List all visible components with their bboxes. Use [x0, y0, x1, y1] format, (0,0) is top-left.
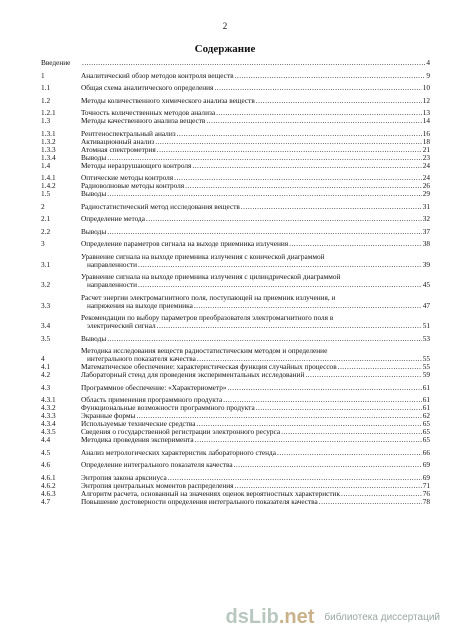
toc-entry-title-line: Уравнение сигнала на выходе приемника излучения с конической диаграммой [81, 251, 325, 261]
toc-leader-dots [174, 174, 422, 182]
toc-entry-page: 55 [422, 354, 430, 363]
toc-entry-title: Атомная спектрометрия [81, 144, 156, 154]
toc-entry [41, 97, 430, 105]
toc-leader-dots [194, 302, 422, 310]
toc-leader-dots [206, 117, 421, 125]
toc-entry-title: Рентгеноспектральный анализ [81, 128, 176, 138]
toc-leader-dots [341, 490, 422, 498]
toc-entry-number: 3.2 [41, 280, 51, 289]
toc-entry [41, 228, 430, 236]
toc-leader-dots [177, 130, 422, 138]
toc-entry-number: 4.2 [41, 370, 51, 379]
toc-entry-page: 65 [422, 435, 430, 444]
toc-entry-number: 3 [41, 239, 45, 248]
toc-entry-number: 3.3 [41, 300, 51, 310]
toc-entry-page: 51 [422, 321, 430, 330]
toc-entry [41, 371, 430, 379]
toc-entry-page: 14 [422, 116, 430, 125]
toc-entry-title-line: Расчет энергии электромагнитного поля, поступающей на приемник излучения, и [81, 292, 336, 302]
toc-entry-page: 32 [422, 214, 430, 223]
toc-entry [41, 273, 430, 289]
toc-entry-number: 1.3.3 [41, 144, 56, 154]
toc-entry [41, 347, 430, 363]
toc-entry-page: 45 [422, 280, 430, 289]
toc-entry-number: 3.1 [41, 259, 51, 269]
toc-entry-page: 9 [426, 70, 430, 80]
toc-leader-dots [234, 461, 422, 469]
toc-entry-number: 3.4 [41, 321, 51, 330]
toc-entry-number: 3.5 [41, 333, 51, 343]
toc-entry-number: 4.3.1 [41, 395, 56, 404]
toc-leader-dots [289, 240, 422, 248]
toc-entry [41, 240, 430, 248]
toc-entry [41, 449, 430, 457]
toc-entry-title: Выводы [81, 333, 107, 343]
toc-entry-number: 1.3.2 [41, 136, 56, 146]
toc-entry-page: 16 [422, 128, 430, 138]
toc-leader-dots [277, 449, 422, 457]
toc-entry-title: Математическое обеспечение: характеристическая функция случайных процессов [81, 362, 337, 371]
toc-entry-number: 4.7 [41, 496, 51, 506]
toc-entry-title: Алгоритм расчета, основанный на значениях оценок вероятностных характеристик [81, 488, 340, 498]
toc-leader-dots [192, 162, 421, 170]
toc-entry-number: 2.1 [41, 214, 51, 223]
toc-entry-title: электрический сигнал [87, 321, 156, 330]
toc-entry-title: Используемые технические средства [81, 419, 196, 428]
toc-entry-title: Энтропия центральных моментов распределения [81, 480, 234, 490]
toc-entry-number: 2 [41, 201, 45, 211]
toc-entry-number: 1.3.1 [41, 128, 56, 138]
toc-entry-number: 4.5 [41, 447, 51, 457]
toc-leader-dots [138, 281, 422, 289]
toc-entry-number: 1.2 [41, 95, 51, 105]
toc-entry-title: Оптические методы контроля [81, 173, 174, 182]
toc-entry-title: Функциональные возможности программного продукта [81, 403, 255, 412]
watermark-logo: dsLib.net [225, 606, 315, 628]
toc-entry [41, 162, 430, 170]
toc-entry [41, 461, 430, 469]
toc-leader-dots [241, 203, 422, 211]
toc-entry-page: 55 [422, 362, 430, 371]
toc-entry-title: Повышение достоверности определения интегрального показателя качества [81, 496, 318, 506]
toc-entry-title: Методы качественного анализа веществ [81, 116, 206, 125]
watermark-subtitle: библиотека диссертаций [324, 612, 440, 623]
toc-entry-title: Определение метода [81, 214, 146, 223]
toc-leader-dots [195, 436, 422, 444]
toc-entry-number: 4.4 [41, 435, 51, 444]
toc-title: Содержание [194, 43, 256, 55]
toc-entry-page: 69 [422, 472, 430, 482]
toc-entry-title: Общая схема аналитического определения [81, 83, 214, 92]
toc-entry-title: Выводы [81, 152, 107, 162]
toc-entry-title: Сведения о государственной регистрации электронного ресурса [81, 427, 281, 436]
toc-entry-title: Активационный анализ [81, 136, 155, 146]
toc-entry-title: Радиостатистический метод исследования веществ [81, 201, 240, 211]
toc-leader-dots [185, 182, 422, 190]
toc-entry [41, 215, 430, 223]
toc-entry-title: Область применения программного продукта [81, 395, 223, 404]
toc-entry-page: 53 [422, 333, 430, 343]
toc-entry-title-line: Методика исследования веществ радиостатистическим методом и определение [81, 346, 328, 355]
toc-entry-page: 61 [422, 395, 430, 404]
toc-entry-page: 65 [422, 427, 430, 436]
toc-entry-title: интегрального показателя качества [87, 354, 196, 363]
toc-entry-number: 1.4.2 [41, 181, 56, 190]
toc-entry-page: 69 [422, 460, 430, 469]
toc-entry-title: Методика проведения эксперимента [81, 435, 194, 444]
toc-leader-dots [214, 84, 421, 92]
toc-entry [41, 436, 430, 444]
toc-entry [41, 253, 430, 269]
toc-entry [41, 72, 430, 80]
toc-entry-number: 4.3.3 [41, 411, 56, 420]
toc-entry-page: 78 [422, 496, 430, 506]
toc-entry-number: 4.6.2 [41, 480, 56, 490]
toc-entry-number: 1.3 [41, 116, 51, 125]
toc-entry-number: 4.6 [41, 460, 51, 469]
toc-leader-dots [281, 428, 422, 436]
toc-entry-title: Программное обеспечение: «Характериометр» [81, 382, 227, 392]
toc-entry-page: 31 [422, 201, 430, 211]
table-of-contents [41, 59, 430, 506]
toc-entry-title: Экранные формы [81, 411, 136, 420]
toc-entry [41, 294, 430, 310]
toc-entry-number: 4.3.4 [41, 419, 56, 428]
toc-entry-title: Выводы [81, 226, 107, 236]
toc-entry-number: 1.3.4 [41, 152, 56, 162]
toc-leader-dots [157, 322, 422, 330]
toc-entry-page: 18 [422, 136, 430, 146]
toc-entry-page: 4 [426, 58, 430, 67]
toc-entry-page: 13 [422, 108, 430, 117]
toc-entry-page: 21 [422, 144, 430, 154]
toc-entry-number: 4.3 [41, 382, 51, 392]
toc-entry [41, 190, 430, 198]
toc-entry-title: направленности [87, 259, 138, 269]
toc-entry-title-line: Рекомендации по выбору параметров преобразователя электромагнитного поля в [81, 313, 334, 322]
toc-entry-number: 4.3.2 [41, 403, 56, 412]
toc-entry-number: 1.4 [41, 160, 51, 170]
toc-entry-title: Методы неразрушающего контроля [81, 160, 192, 170]
toc-entry-page: 39 [422, 259, 430, 269]
toc-entry-title: Точность количественных методов анализа [81, 108, 216, 117]
toc-entry [41, 335, 430, 343]
toc-leader-dots [82, 59, 425, 67]
toc-entry [41, 84, 430, 92]
toc-leader-dots [305, 371, 421, 379]
toc-entry-number: 4.3.5 [41, 427, 56, 436]
toc-entry-page: 24 [422, 160, 430, 170]
toc-leader-dots [319, 498, 422, 506]
toc-entry-page: 24 [422, 173, 430, 182]
toc-entry-title: Энтропия закона арксинуса [81, 472, 167, 482]
toc-entry-number: 4.6.3 [41, 488, 56, 498]
toc-entry-title: направленности [87, 280, 138, 289]
toc-leader-dots [228, 384, 422, 392]
toc-leader-dots [256, 97, 422, 105]
toc-leader-dots [107, 335, 421, 343]
toc-entry-page: 38 [422, 239, 430, 248]
toc-entry [41, 384, 430, 392]
toc-entry-number: 1.4.1 [41, 173, 56, 182]
toc-leader-dots [235, 72, 426, 80]
toc-entry-title: Выводы [81, 189, 107, 198]
toc-entry-number: 4.6.1 [41, 472, 56, 482]
toc-entry-number: 1 [41, 70, 45, 80]
toc-entry-number: 4 [41, 354, 45, 363]
toc-entry [41, 59, 430, 67]
toc-leader-dots [107, 190, 421, 198]
toc-leader-dots [138, 261, 422, 269]
toc-entry-number: 4.1 [41, 362, 51, 371]
toc-entry-page: 47 [422, 300, 430, 310]
toc-entry-page: 23 [422, 152, 430, 162]
toc-entry-page: 59 [422, 370, 430, 379]
toc-entry-page: 10 [422, 83, 430, 92]
toc-entry-title: Методы количественного химического анализа веществ [81, 95, 255, 105]
toc-entry [41, 117, 430, 125]
toc-entry-page: 26 [422, 181, 430, 190]
toc-leader-dots [157, 146, 422, 154]
toc-entry-title: Определение параметров сигнала на выходе приемника излучения [81, 239, 289, 248]
toc-entry-number: 1.2.1 [41, 108, 56, 117]
toc-entry [41, 498, 430, 506]
toc-entry [41, 314, 430, 330]
toc-entry-page: 61 [422, 382, 430, 392]
toc-leader-dots [146, 215, 422, 223]
toc-entry-page: 62 [422, 411, 430, 420]
toc-leader-dots [155, 138, 422, 146]
toc-entry-title: Радиоволновые методы контроля [81, 181, 185, 190]
toc-leader-dots [256, 404, 422, 412]
toc-entry-number: Введение [41, 58, 71, 67]
toc-entry-page: 37 [422, 226, 430, 236]
toc-leader-dots [338, 363, 422, 371]
toc-leader-dots [107, 228, 421, 236]
toc-entry-page: 76 [422, 488, 430, 498]
toc-entry-number: 1.1 [41, 83, 51, 92]
toc-entry-number: 1.5 [41, 189, 51, 198]
toc-entry-page: 61 [422, 403, 430, 412]
toc-entry-title: Определение интегрального показателя качества [81, 460, 233, 469]
toc-entry-page: 71 [422, 480, 430, 490]
toc-entry-title: напряжения на выходе приемника [87, 300, 193, 310]
toc-entry-page: 66 [422, 447, 430, 457]
page-number: 2 [222, 21, 228, 31]
toc-entry-page: 29 [422, 189, 430, 198]
toc-entry-page: 12 [422, 95, 430, 105]
toc-entry-title: Лабораторный стенд для проведения экспериментальных исследований [81, 370, 305, 379]
toc-entry-title: Аналитический обзор методов контроля веществ [81, 70, 234, 80]
toc-entry-number: 2.2 [41, 226, 51, 236]
toc-entry-title-line: Уравнение сигнала на выходе приемника излучения с цилиндрической диаграммой [81, 272, 341, 281]
toc-leader-dots [216, 109, 422, 117]
toc-entry-page: 65 [422, 419, 430, 428]
toc-entry [41, 203, 430, 211]
toc-entry-title: Анализ метрологических характеристик лабораторного стенда [81, 447, 277, 457]
watermark [226, 606, 440, 629]
